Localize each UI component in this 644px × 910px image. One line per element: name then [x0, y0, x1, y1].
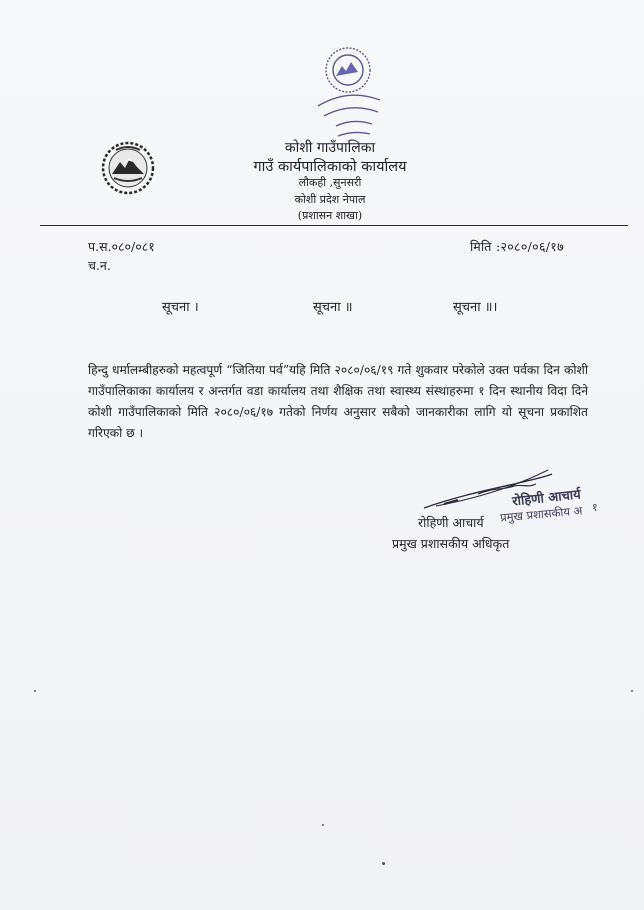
signature-stamp-name: रोहिणी आचार्य: [511, 487, 582, 510]
office-address: लौकही ,सुनसरी: [298, 176, 362, 189]
organization-name: कोशी गाउँपालिका: [284, 140, 376, 156]
header-divider: [40, 225, 628, 226]
scan-speck: [631, 690, 633, 692]
government-emblem-icon: [100, 140, 156, 196]
scan-speck: [34, 690, 36, 692]
letter-date: मिति :२०८०/०६/१७: [470, 239, 564, 254]
signature-stamp-title: प्रमुख प्रशासकीय अ: [499, 503, 583, 525]
scan-speck: [322, 824, 324, 826]
office-seal-stamp: [298, 40, 398, 140]
notice-heading-3: सूचना ॥।: [453, 300, 498, 315]
dispatch-number: च.न.: [88, 258, 111, 273]
scan-speck: [382, 862, 385, 865]
notice-heading-1: सूचना ।: [162, 300, 199, 315]
signature-stamp-mark: १: [592, 501, 598, 514]
signer-name: रोहिणी आचार्य: [418, 515, 484, 530]
notice-body: हिन्दु धर्मालम्बीहरुको महत्वपूर्ण “जितिया पर्व”यहि मिति २०८०/०६/१९ गते शुकवार परेकोले उक्त पर्वका दिन कोशी गाउँपालिकाका कार्यालय र अन्तर्गत वडा कार्यालय तथा शैक्षिक तथा स्वास्थ्य संस्थाहरुमा १ दिन स्थानीय विदा दिने कोशी गाउँपालिकाको मिति २०८०/०६/१७ गतेको निर्णय अनुसार सबैको जानकारीका लागि यो सूचना प्रकाशित गरिएको छ ।: [88, 363, 588, 440]
office-province: कोशी प्रदेश नेपाल: [294, 193, 366, 206]
signer-title: प्रमुख प्रशासकीय अधिकृत: [392, 536, 510, 551]
office-name: गाउँ कार्यपालिकाको कार्यालय: [253, 159, 407, 175]
office-branch: (प्रशासन शाखा): [297, 209, 363, 222]
notice-heading-2: सूचना ॥: [313, 300, 353, 315]
reference-number: प.स.०८०/०८१: [88, 239, 155, 254]
